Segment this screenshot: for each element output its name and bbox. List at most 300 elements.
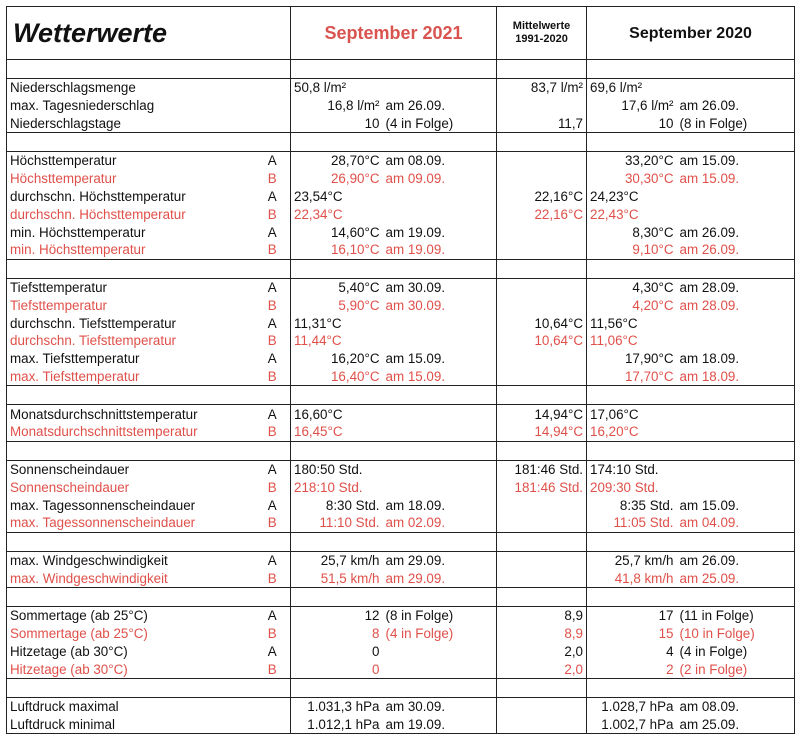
value-2021 bbox=[291, 259, 383, 278]
row-marker: A bbox=[255, 405, 291, 423]
row-label: durchschn. Höchsttemperatur bbox=[7, 205, 255, 223]
column-header-mean-line2: 1991-2020 bbox=[515, 33, 568, 45]
row-marker: B bbox=[255, 368, 291, 386]
row-label bbox=[7, 441, 255, 460]
note-2021 bbox=[383, 60, 497, 79]
note-2020 bbox=[677, 405, 795, 423]
note-2020: am 04.09. bbox=[677, 514, 795, 532]
note-2020: am 15.09. bbox=[677, 496, 795, 514]
note-2021: am 15.09. bbox=[383, 368, 497, 386]
spacer-row bbox=[7, 532, 795, 551]
note-2021: am 08.09. bbox=[383, 151, 497, 169]
value-mean bbox=[497, 350, 587, 368]
row-marker: A bbox=[255, 314, 291, 332]
value-2020: 16,20°C bbox=[587, 423, 677, 441]
note-2020 bbox=[677, 188, 795, 206]
row-label: Sonnenscheindauer bbox=[7, 478, 255, 496]
row-marker: A bbox=[255, 551, 291, 569]
value-2021: 5,40°C bbox=[291, 278, 383, 296]
row-marker bbox=[255, 60, 291, 79]
value-2021: 16,10°C bbox=[291, 241, 383, 259]
row-marker bbox=[255, 386, 291, 405]
row-label: Höchsttemperatur bbox=[7, 151, 255, 169]
row-label: max. Windgeschwindigkeit bbox=[7, 551, 255, 569]
note-2020: (11 in Folge) bbox=[677, 606, 795, 624]
column-header-mean bbox=[497, 7, 587, 60]
value-mean bbox=[497, 697, 587, 715]
value-mean bbox=[497, 551, 587, 569]
value-2020: 11:05 Std. bbox=[587, 514, 677, 532]
note-2021 bbox=[383, 188, 497, 206]
value-2020: 41,8 km/h bbox=[587, 569, 677, 587]
note-2020 bbox=[677, 532, 795, 551]
value-2021: 50,8 l/m² bbox=[291, 78, 383, 96]
value-2021: 25,7 km/h bbox=[291, 551, 383, 569]
row-marker bbox=[255, 716, 291, 734]
value-2020: 25,7 km/h bbox=[587, 551, 677, 569]
value-2020 bbox=[587, 386, 677, 405]
spacer-row bbox=[7, 679, 795, 698]
note-2021: am 30.09. bbox=[383, 697, 497, 715]
note-2021: am 26.09. bbox=[383, 97, 497, 115]
value-mean bbox=[497, 716, 587, 734]
spacer-row bbox=[7, 60, 795, 79]
note-2020: am 28.09. bbox=[677, 296, 795, 314]
row-marker bbox=[255, 532, 291, 551]
table-row bbox=[7, 460, 795, 478]
note-2020: (2 in Folge) bbox=[677, 660, 795, 678]
value-mean bbox=[497, 496, 587, 514]
table-row bbox=[7, 716, 795, 734]
value-2021: 8 bbox=[291, 625, 383, 643]
value-2020: 22,43°C bbox=[587, 205, 677, 223]
note-2020 bbox=[677, 78, 795, 96]
note-2021: am 29.09. bbox=[383, 551, 497, 569]
note-2020: am 08.09. bbox=[677, 697, 795, 715]
note-2021: am 30.09. bbox=[383, 278, 497, 296]
table-row bbox=[7, 478, 795, 496]
row-label: Luftdruck minimal bbox=[7, 716, 255, 734]
value-mean: 83,7 l/m² bbox=[497, 78, 587, 96]
column-header-mean-line1: Mittelwerte bbox=[512, 20, 571, 32]
row-marker: B bbox=[255, 332, 291, 350]
row-marker: A bbox=[255, 278, 291, 296]
value-2020 bbox=[587, 532, 677, 551]
note-2021 bbox=[383, 478, 497, 496]
note-2020 bbox=[677, 332, 795, 350]
note-2021 bbox=[383, 314, 497, 332]
value-2021 bbox=[291, 588, 383, 607]
row-marker: A bbox=[255, 460, 291, 478]
row-marker bbox=[255, 259, 291, 278]
note-2020 bbox=[677, 441, 795, 460]
note-2021 bbox=[383, 386, 497, 405]
value-mean bbox=[497, 679, 587, 698]
value-2021 bbox=[291, 133, 383, 152]
note-2021 bbox=[383, 205, 497, 223]
value-2020: 4,30°C bbox=[587, 278, 677, 296]
value-2021: 0 bbox=[291, 660, 383, 678]
table-row bbox=[7, 278, 795, 296]
note-2020 bbox=[677, 460, 795, 478]
row-marker: B bbox=[255, 205, 291, 223]
note-2021 bbox=[383, 588, 497, 607]
note-2021: am 19.09. bbox=[383, 241, 497, 259]
table-row bbox=[7, 551, 795, 569]
row-marker bbox=[255, 78, 291, 96]
value-2021: 11,44°C bbox=[291, 332, 383, 350]
table-row bbox=[7, 151, 795, 169]
note-2020: am 15.09. bbox=[677, 170, 795, 188]
value-mean bbox=[497, 60, 587, 79]
value-2021: 218:10 Std. bbox=[291, 478, 383, 496]
note-2021 bbox=[383, 423, 497, 441]
value-2020: 2 bbox=[587, 660, 677, 678]
value-2021: 1.012,1 hPa bbox=[291, 716, 383, 734]
table-row bbox=[7, 296, 795, 314]
row-marker: A bbox=[255, 350, 291, 368]
table-row bbox=[7, 569, 795, 587]
note-2020: (10 in Folge) bbox=[677, 625, 795, 643]
row-marker: B bbox=[255, 296, 291, 314]
table-row bbox=[7, 423, 795, 441]
value-2020: 17,06°C bbox=[587, 405, 677, 423]
row-label: durchschn. Tiefsttemperatur bbox=[7, 314, 255, 332]
note-2020: am 25.09. bbox=[677, 716, 795, 734]
value-2020: 9,10°C bbox=[587, 241, 677, 259]
table-row bbox=[7, 496, 795, 514]
value-2020: 1.002,7 hPa bbox=[587, 716, 677, 734]
table-row bbox=[7, 332, 795, 350]
table-row bbox=[7, 188, 795, 206]
value-mean bbox=[497, 170, 587, 188]
note-2021: am 18.09. bbox=[383, 496, 497, 514]
value-mean bbox=[497, 569, 587, 587]
table-row bbox=[7, 625, 795, 643]
note-2021 bbox=[383, 532, 497, 551]
row-label: durchschn. Höchsttemperatur bbox=[7, 188, 255, 206]
value-2020: 17,6 l/m² bbox=[587, 97, 677, 115]
note-2021 bbox=[383, 332, 497, 350]
value-2021: 26,90°C bbox=[291, 170, 383, 188]
note-2020 bbox=[677, 679, 795, 698]
row-label: min. Höchsttemperatur bbox=[7, 241, 255, 259]
value-2020 bbox=[587, 441, 677, 460]
value-mean: 14,94°C bbox=[497, 423, 587, 441]
value-2020: 11,56°C bbox=[587, 314, 677, 332]
value-mean bbox=[497, 588, 587, 607]
note-2021: (4 in Folge) bbox=[383, 114, 497, 132]
note-2021 bbox=[383, 133, 497, 152]
value-mean bbox=[497, 259, 587, 278]
table-row bbox=[7, 405, 795, 423]
row-marker: B bbox=[255, 170, 291, 188]
column-header-2020: September 2020 bbox=[587, 7, 795, 60]
row-label: durchschn. Tiefsttemperatur bbox=[7, 332, 255, 350]
row-label bbox=[7, 588, 255, 607]
value-2020: 11,06°C bbox=[587, 332, 677, 350]
value-2020: 69,6 l/m² bbox=[587, 78, 677, 96]
table-row bbox=[7, 514, 795, 532]
value-mean: 11,7 bbox=[497, 114, 587, 132]
row-marker: B bbox=[255, 423, 291, 441]
row-label: Höchsttemperatur bbox=[7, 170, 255, 188]
note-2020: am 25.09. bbox=[677, 569, 795, 587]
note-2021: am 30.09. bbox=[383, 296, 497, 314]
value-2020: 17,70°C bbox=[587, 368, 677, 386]
spacer-row bbox=[7, 259, 795, 278]
spacer-row bbox=[7, 133, 795, 152]
row-label: Sonnenscheindauer bbox=[7, 460, 255, 478]
table-row bbox=[7, 368, 795, 386]
row-label: max. Tagesniederschlag bbox=[7, 97, 255, 115]
row-marker: A bbox=[255, 188, 291, 206]
value-2020: 8:35 Std. bbox=[587, 496, 677, 514]
note-2020 bbox=[677, 133, 795, 152]
value-2020 bbox=[587, 259, 677, 278]
note-2020 bbox=[677, 588, 795, 607]
value-2021 bbox=[291, 679, 383, 698]
note-2020: (8 in Folge) bbox=[677, 114, 795, 132]
spacer-row bbox=[7, 386, 795, 405]
note-2020 bbox=[677, 386, 795, 405]
row-marker bbox=[255, 441, 291, 460]
row-label bbox=[7, 679, 255, 698]
note-2021 bbox=[383, 78, 497, 96]
table-row bbox=[7, 241, 795, 259]
value-2020 bbox=[587, 588, 677, 607]
value-mean: 8,9 bbox=[497, 625, 587, 643]
note-2021 bbox=[383, 660, 497, 678]
column-header-2021: September 2021 bbox=[291, 7, 497, 60]
value-2021: 16,60°C bbox=[291, 405, 383, 423]
value-2020: 10 bbox=[587, 114, 677, 132]
value-2021: 28,70°C bbox=[291, 151, 383, 169]
row-label: min. Höchsttemperatur bbox=[7, 223, 255, 241]
row-label: Niederschlagsmenge bbox=[7, 78, 255, 96]
value-2021: 5,90°C bbox=[291, 296, 383, 314]
value-mean: 8,9 bbox=[497, 606, 587, 624]
row-label: Monatsdurchschnittstemperatur bbox=[7, 423, 255, 441]
table-row bbox=[7, 97, 795, 115]
note-2021: am 19.09. bbox=[383, 223, 497, 241]
note-2021: (4 in Folge) bbox=[383, 625, 497, 643]
table-row bbox=[7, 114, 795, 132]
row-label: Hitzetage (ab 30°C) bbox=[7, 660, 255, 678]
value-2021: 8:30 Std. bbox=[291, 496, 383, 514]
table-row bbox=[7, 660, 795, 678]
row-label: max. Windgeschwindigkeit bbox=[7, 569, 255, 587]
note-2020 bbox=[677, 314, 795, 332]
table-row bbox=[7, 643, 795, 661]
note-2020: (4 in Folge) bbox=[677, 643, 795, 661]
row-label bbox=[7, 259, 255, 278]
row-marker: A bbox=[255, 151, 291, 169]
table-body bbox=[7, 60, 795, 734]
row-label bbox=[7, 386, 255, 405]
value-2020: 30,30°C bbox=[587, 170, 677, 188]
value-2020: 24,23°C bbox=[587, 188, 677, 206]
table-row bbox=[7, 205, 795, 223]
value-mean bbox=[497, 241, 587, 259]
value-mean bbox=[497, 278, 587, 296]
value-mean: 22,16°C bbox=[497, 205, 587, 223]
value-mean: 2,0 bbox=[497, 660, 587, 678]
row-label: max. Tiefsttemperatur bbox=[7, 368, 255, 386]
value-2021: 1.031,3 hPa bbox=[291, 697, 383, 715]
note-2020 bbox=[677, 205, 795, 223]
value-2020 bbox=[587, 133, 677, 152]
table-row bbox=[7, 350, 795, 368]
row-label: max. Tagessonnenscheindauer bbox=[7, 496, 255, 514]
value-2021: 51,5 km/h bbox=[291, 569, 383, 587]
value-mean bbox=[497, 386, 587, 405]
value-mean: 10,64°C bbox=[497, 332, 587, 350]
value-mean: 14,94°C bbox=[497, 405, 587, 423]
value-2020: 8,30°C bbox=[587, 223, 677, 241]
value-mean bbox=[497, 97, 587, 115]
value-2021: 23,54°C bbox=[291, 188, 383, 206]
row-label bbox=[7, 532, 255, 551]
note-2021 bbox=[383, 441, 497, 460]
value-2021: 12 bbox=[291, 606, 383, 624]
row-marker bbox=[255, 697, 291, 715]
value-mean: 2,0 bbox=[497, 643, 587, 661]
note-2020: am 26.09. bbox=[677, 97, 795, 115]
value-2021 bbox=[291, 441, 383, 460]
value-2021: 14,60°C bbox=[291, 223, 383, 241]
row-label bbox=[7, 133, 255, 152]
value-2021: 0 bbox=[291, 643, 383, 661]
value-mean bbox=[497, 296, 587, 314]
row-marker bbox=[255, 114, 291, 132]
value-mean: 10,64°C bbox=[497, 314, 587, 332]
table-row bbox=[7, 78, 795, 96]
value-2021 bbox=[291, 386, 383, 405]
value-2020: 1.028,7 hPa bbox=[587, 697, 677, 715]
row-marker bbox=[255, 97, 291, 115]
value-mean bbox=[497, 133, 587, 152]
value-2021: 11,31°C bbox=[291, 314, 383, 332]
row-label: max. Tagessonnenscheindauer bbox=[7, 514, 255, 532]
value-2021: 180:50 Std. bbox=[291, 460, 383, 478]
note-2021 bbox=[383, 460, 497, 478]
row-marker: B bbox=[255, 660, 291, 678]
note-2020: am 18.09. bbox=[677, 350, 795, 368]
table-row bbox=[7, 223, 795, 241]
note-2021: am 15.09. bbox=[383, 350, 497, 368]
value-mean bbox=[497, 151, 587, 169]
value-2020: 17 bbox=[587, 606, 677, 624]
row-marker: B bbox=[255, 569, 291, 587]
value-2021: 22,34°C bbox=[291, 205, 383, 223]
row-marker: A bbox=[255, 223, 291, 241]
note-2021: am 02.09. bbox=[383, 514, 497, 532]
value-2020: 4 bbox=[587, 643, 677, 661]
row-label: Hitzetage (ab 30°C) bbox=[7, 643, 255, 661]
value-2020 bbox=[587, 60, 677, 79]
note-2020: am 26.09. bbox=[677, 223, 795, 241]
note-2020 bbox=[677, 478, 795, 496]
value-2020: 4,20°C bbox=[587, 296, 677, 314]
note-2021: am 29.09. bbox=[383, 569, 497, 587]
row-marker bbox=[255, 679, 291, 698]
note-2020: am 18.09. bbox=[677, 368, 795, 386]
note-2020 bbox=[677, 60, 795, 79]
note-2020 bbox=[677, 259, 795, 278]
row-marker: B bbox=[255, 478, 291, 496]
row-marker: A bbox=[255, 606, 291, 624]
value-2020 bbox=[587, 679, 677, 698]
row-label bbox=[7, 60, 255, 79]
note-2021 bbox=[383, 643, 497, 661]
value-mean: 181:46 Std. bbox=[497, 478, 587, 496]
row-label: Sommertage (ab 25°C) bbox=[7, 606, 255, 624]
note-2020: am 26.09. bbox=[677, 241, 795, 259]
row-label: Tiefsttemperatur bbox=[7, 278, 255, 296]
table-row bbox=[7, 314, 795, 332]
note-2021: am 19.09. bbox=[383, 716, 497, 734]
row-label: Niederschlagstage bbox=[7, 114, 255, 132]
value-2020: 17,90°C bbox=[587, 350, 677, 368]
table-row bbox=[7, 170, 795, 188]
value-2021: 11:10 Std. bbox=[291, 514, 383, 532]
value-2021 bbox=[291, 60, 383, 79]
value-2021: 16,20°C bbox=[291, 350, 383, 368]
header-row bbox=[7, 7, 795, 60]
value-2020: 174:10 Std. bbox=[587, 460, 677, 478]
row-marker: A bbox=[255, 643, 291, 661]
row-label: max. Tiefsttemperatur bbox=[7, 350, 255, 368]
value-2020: 33,20°C bbox=[587, 151, 677, 169]
row-marker: B bbox=[255, 625, 291, 643]
row-marker bbox=[255, 588, 291, 607]
note-2020 bbox=[677, 423, 795, 441]
note-2021 bbox=[383, 679, 497, 698]
value-2021: 16,45°C bbox=[291, 423, 383, 441]
value-2020: 15 bbox=[587, 625, 677, 643]
row-marker: B bbox=[255, 514, 291, 532]
value-mean bbox=[497, 514, 587, 532]
value-mean: 22,16°C bbox=[497, 188, 587, 206]
spacer-row bbox=[7, 441, 795, 460]
note-2021: (8 in Folge) bbox=[383, 606, 497, 624]
note-2021 bbox=[383, 259, 497, 278]
value-2021: 10 bbox=[291, 114, 383, 132]
table-row bbox=[7, 606, 795, 624]
value-mean bbox=[497, 368, 587, 386]
page-title: Wetterwerte bbox=[7, 7, 291, 60]
row-label: Sommertage (ab 25°C) bbox=[7, 625, 255, 643]
value-2021: 16,40°C bbox=[291, 368, 383, 386]
value-2021 bbox=[291, 532, 383, 551]
note-2021 bbox=[383, 405, 497, 423]
row-marker bbox=[255, 133, 291, 152]
value-mean bbox=[497, 532, 587, 551]
table-row bbox=[7, 697, 795, 715]
row-label: Tiefsttemperatur bbox=[7, 296, 255, 314]
note-2020: am 15.09. bbox=[677, 151, 795, 169]
row-label: Luftdruck maximal bbox=[7, 697, 255, 715]
row-marker: A bbox=[255, 496, 291, 514]
value-mean: 181:46 Std. bbox=[497, 460, 587, 478]
note-2020: am 26.09. bbox=[677, 551, 795, 569]
note-2020: am 28.09. bbox=[677, 278, 795, 296]
value-mean bbox=[497, 223, 587, 241]
value-2021: 16,8 l/m² bbox=[291, 97, 383, 115]
note-2021: am 09.09. bbox=[383, 170, 497, 188]
weather-table bbox=[6, 6, 795, 734]
